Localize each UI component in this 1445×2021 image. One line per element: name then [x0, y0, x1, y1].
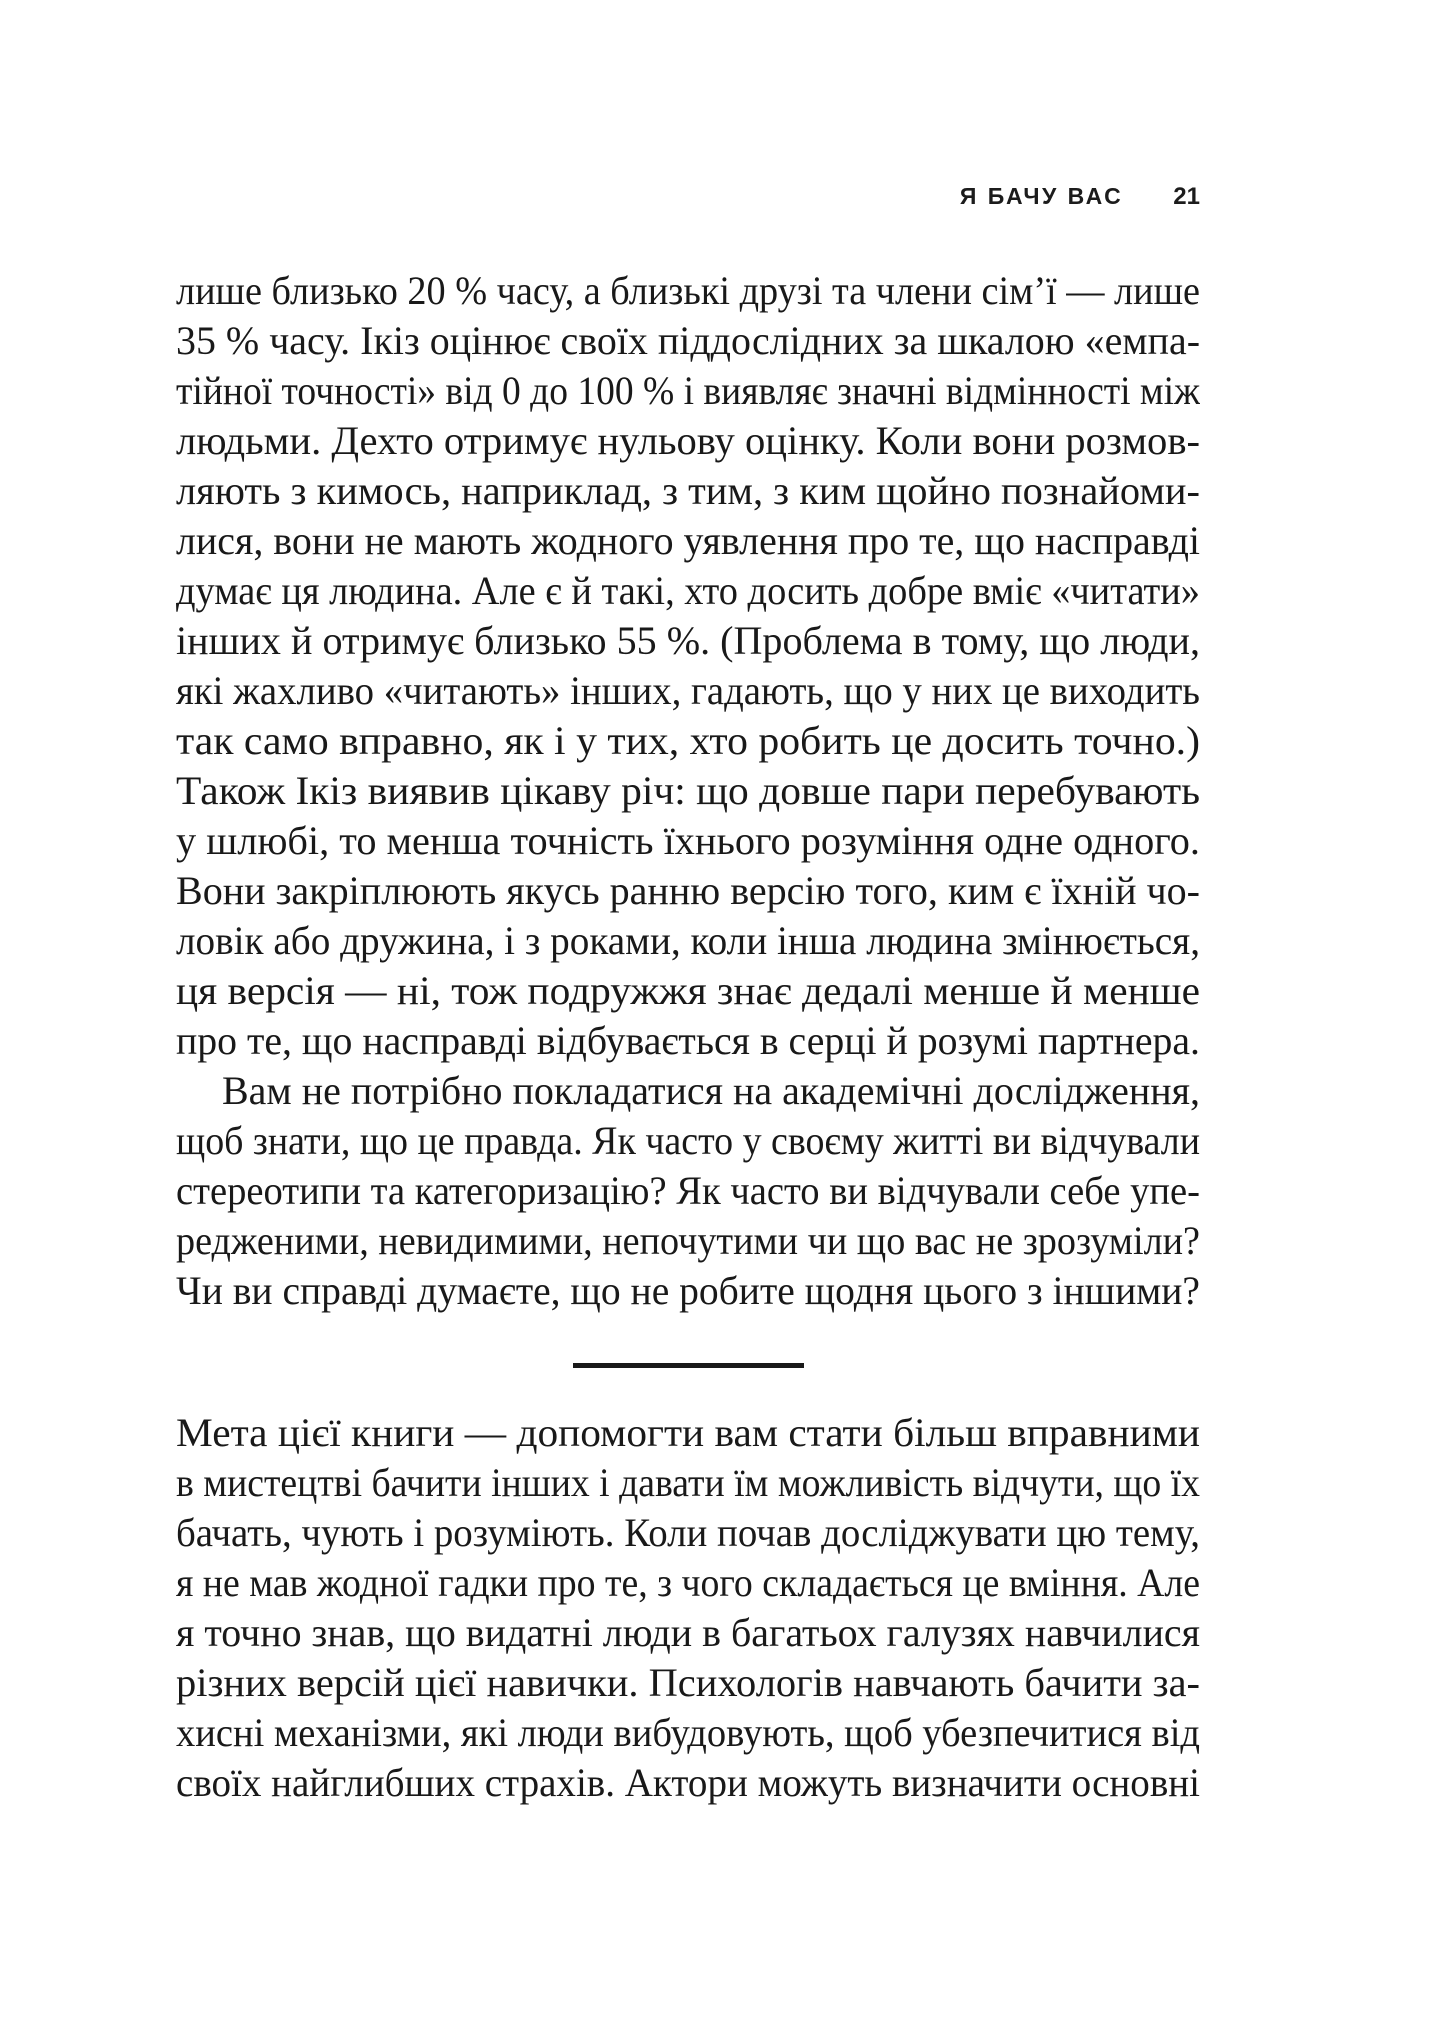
text-line: [176, 1507, 1200, 1557]
text-line: [176, 1065, 1200, 1115]
text-line: [176, 1265, 1200, 1315]
text-line-content: так само вправно, як і у тих, хто робить це досить точно.): [176, 718, 1200, 763]
text-line-content: ляють з кимось, наприклад, з тим, з ким щойно познайоми-: [176, 468, 1200, 513]
text-line-content: щоб знати, що це правда. Як часто у своєму житті ви відчували: [176, 1118, 1200, 1163]
text-line-content: редженими, невидимими, непочутими чи що вас не зрозуміли?: [176, 1218, 1200, 1263]
text-line-content: бачать, чують і розуміють. Коли почав досліджувати цю тему,: [176, 1510, 1200, 1555]
section-divider: [573, 1363, 804, 1368]
text-line: [176, 465, 1200, 515]
text-line-content: 35 % часу. Ікіз оцінює своїх піддослідних за шкалою «емпа-: [176, 318, 1200, 363]
text-line: [176, 315, 1200, 365]
text-line: [176, 265, 1200, 315]
text-line-content: тійної точності» від 0 до 100 % і виявляє значні відмінності між: [176, 368, 1200, 413]
text-line: [176, 365, 1200, 415]
text-line-content: які жахливо «читають» інших, гадають, що у них це виходить: [176, 668, 1200, 713]
text-line: [176, 715, 1200, 765]
text-line: [176, 1557, 1200, 1607]
text-line: [176, 1757, 1200, 1807]
text-line-content: Вам не потрібно покладатися на академічні дослідження,: [222, 1068, 1200, 1113]
text-line-content: я точно знав, що видатні люди в багатьох галузях навчилися: [176, 1610, 1200, 1655]
text-line: [176, 515, 1200, 565]
text-line-content: ця версія — ні, тож подружжя знає дедалі менше й менше: [176, 968, 1200, 1013]
text-line-content: людьми. Дехто отримує нульову оцінку. Коли вони розмов-: [176, 418, 1200, 463]
text-line: [176, 415, 1200, 465]
text-line: [176, 1165, 1200, 1215]
text-line: [176, 1457, 1200, 1507]
text-line-content: своїх найглибших страхів. Актори можуть визначити основні: [176, 1760, 1200, 1805]
text-line-content: у шлюбі, то менша точність їхнього розуміння одне одного.: [176, 818, 1200, 863]
text-line-content: я не мав жодної гадки про те, з чого складається це вміння. Але: [176, 1560, 1200, 1605]
text-line-content: лише близько 20 % часу, а близькі друзі та члени сім’ї — лише: [176, 268, 1200, 313]
running-head: [176, 183, 1200, 211]
page-number: 21: [1173, 183, 1200, 210]
text-line-content: думає ця людина. Але є й такі, хто досить добре вміє «читати»: [176, 568, 1200, 613]
text-line-content: в мистецтві бачити інших і давати їм можливість відчути, що їх: [176, 1460, 1200, 1505]
text-line: [176, 1657, 1200, 1707]
text-line-content: різних версій цієї навички. Психологів навчають бачити за-: [176, 1660, 1200, 1705]
text-block: [176, 265, 1200, 1807]
text-line-content: інших й отримує близько 55 %. (Проблема в тому, що люди,: [176, 618, 1200, 663]
text-line-content: Мета цієї книги — допомогти вам стати більш вправними: [176, 1410, 1200, 1455]
text-line-content: стереотипи та категоризацію? Як часто ви відчували себе упе-: [176, 1168, 1200, 1213]
text-line-content: лися, вони не мають жодного уявлення про те, що насправді: [176, 518, 1200, 563]
text-line: [176, 865, 1200, 915]
text-line-content: Вони закріплюють якусь ранню версію того, ким є їхній чо-: [176, 868, 1200, 913]
text-line: [176, 665, 1200, 715]
text-line: [176, 1407, 1200, 1457]
text-line-content: Також Ікіз виявив цікаву річ: що довше пари перебувають: [176, 768, 1200, 813]
text-line: [176, 815, 1200, 865]
text-line-content: Чи ви справді думаєте, що не робите щодня цього з іншими?: [176, 1268, 1200, 1313]
text-line: [176, 915, 1200, 965]
text-line: [176, 565, 1200, 615]
text-line-content: хисні механізми, які люди вибудовують, щоб убезпечитися від: [176, 1710, 1200, 1755]
text-line-content: про те, що насправді відбувається в серці й розумі партнера.: [176, 1018, 1200, 1063]
running-title: Я БАЧУ ВАС: [959, 183, 1124, 209]
text-line: [176, 1215, 1200, 1265]
text-line: [176, 965, 1200, 1015]
text-line: [176, 765, 1200, 815]
text-line: [176, 1015, 1200, 1065]
text-line-content: ловік або дружина, і з роками, коли інша людина змінюється,: [176, 918, 1200, 963]
text-line: [176, 1115, 1200, 1165]
text-line: [176, 615, 1200, 665]
text-line: [176, 1707, 1200, 1757]
text-line: [176, 1607, 1200, 1657]
